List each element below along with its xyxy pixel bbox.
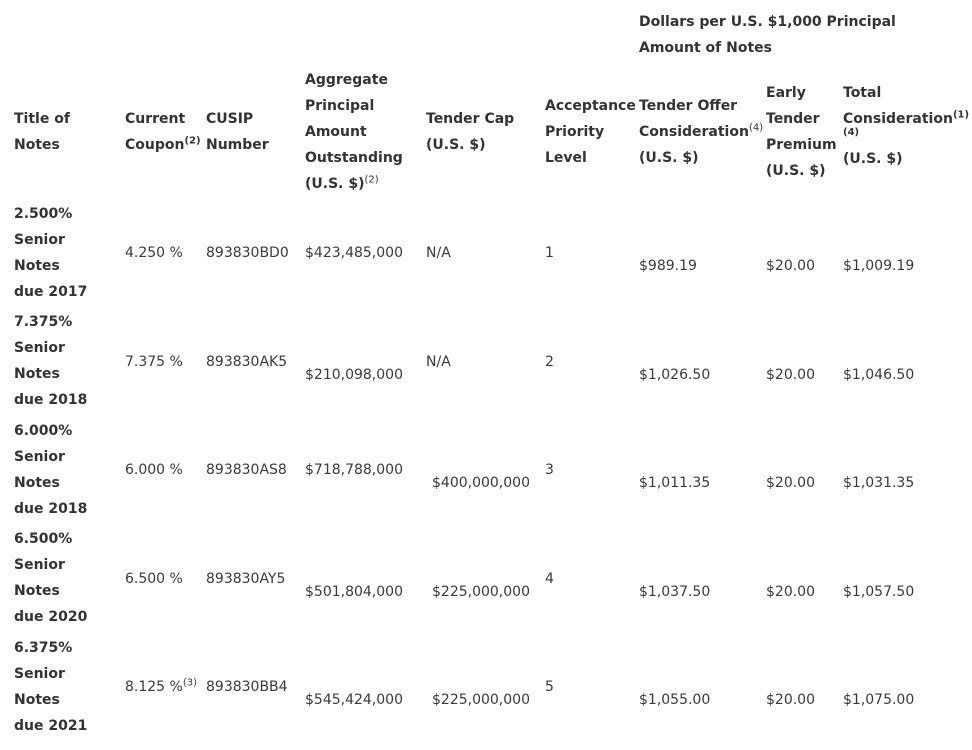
header-line: Tender — [766, 111, 820, 127]
note-title-line: Notes — [14, 258, 60, 274]
current-coupon: 7.375 % — [125, 354, 183, 370]
header-line: Consideration — [843, 111, 953, 127]
note-title-line: Senior — [14, 666, 65, 682]
header-line: Outstanding — [305, 150, 403, 166]
header-line: (U.S. $) — [426, 137, 486, 153]
header-early-tender-premium — [766, 80, 837, 184]
footnote-ref: (1) — [952, 109, 970, 121]
cusip-number: 893830AK5 — [206, 354, 288, 370]
tender-cap: $225,000,000 — [432, 584, 530, 600]
note-title-line: Notes — [14, 366, 60, 382]
early-tender-premium: $20.00 — [766, 258, 815, 274]
header-line: Aggregate — [305, 72, 388, 88]
note-title-line: Senior — [14, 557, 65, 573]
note-title-line: due 2021 — [14, 718, 88, 734]
header-tender-cap — [426, 106, 514, 158]
footnote-ref: (2) — [184, 135, 201, 147]
early-tender-premium: $20.00 — [766, 367, 815, 383]
cusip-number: 893830BD0 — [206, 245, 289, 261]
note-title-line: due 2018 — [14, 501, 88, 517]
header-line: Title of — [14, 111, 70, 127]
total-consideration: $1,075.00 — [843, 692, 915, 708]
header-line: (U.S. $) — [766, 163, 826, 179]
footnote-ref: (4) — [748, 122, 764, 134]
footnote-ref: (3) — [182, 677, 198, 689]
header-line: (U.S. $) — [843, 151, 903, 167]
note-title-line: due 2017 — [14, 284, 88, 300]
total-consideration: $1,009.19 — [843, 258, 915, 274]
tender-offer-consideration: $1,011.35 — [639, 475, 711, 491]
aggregate-principal: $545,424,000 — [305, 692, 403, 708]
header-tender-offer-consideration — [639, 93, 763, 171]
note-title-line: Notes — [14, 692, 60, 708]
tender-offer-consideration: $989.19 — [639, 258, 697, 274]
header-group-dollars-per-1000 — [639, 9, 896, 61]
tender-offer-consideration: $1,037.50 — [639, 584, 711, 600]
note-title — [14, 201, 87, 305]
header-current-coupon — [125, 106, 201, 158]
note-title — [14, 635, 87, 739]
note-title — [14, 418, 87, 522]
header-line: Acceptance — [545, 98, 636, 114]
header-line: Current — [125, 111, 186, 127]
current-coupon: 8.125 % — [125, 679, 183, 695]
note-title-line: Notes — [14, 475, 60, 491]
early-tender-premium: $20.00 — [766, 692, 815, 708]
acceptance-priority: 3 — [545, 462, 554, 478]
early-tender-premium: $20.00 — [766, 584, 815, 600]
header-group-line: Amount of Notes — [639, 40, 772, 56]
total-consideration: $1,057.50 — [843, 584, 915, 600]
aggregate-principal: $501,804,000 — [305, 584, 403, 600]
current-coupon: 6.000 % — [125, 462, 183, 478]
note-title-line: 6.375% — [14, 640, 73, 656]
aggregate-principal: $423,485,000 — [305, 245, 403, 261]
footnote-ref: (2) — [364, 174, 379, 186]
aggregate-principal: $718,788,000 — [305, 462, 403, 478]
acceptance-priority: 2 — [545, 354, 554, 370]
header-group-line: Dollars per U.S. $1,000 Principal — [639, 14, 896, 30]
header-aggregate-principal — [305, 67, 403, 197]
aggregate-principal: $210,098,000 — [305, 367, 403, 383]
header-title-of-notes — [14, 106, 70, 158]
header-cusip-number — [206, 106, 269, 158]
note-title-line: Senior — [14, 232, 65, 248]
header-line: Early — [766, 85, 806, 101]
note-title-line: 6.000% — [14, 423, 73, 439]
header-line: Coupon — [125, 137, 185, 153]
header-line: (U.S. $) — [305, 176, 365, 192]
note-title-line: due 2018 — [14, 392, 88, 408]
header-line: (4) — [843, 127, 860, 138]
header-line: Consideration — [639, 124, 749, 140]
header-line: Amount — [305, 124, 367, 140]
total-consideration: $1,046.50 — [843, 367, 915, 383]
acceptance-priority: 4 — [545, 571, 554, 587]
note-title — [14, 526, 87, 630]
header-line: Tender Cap — [426, 111, 515, 127]
acceptance-priority: 5 — [545, 679, 554, 695]
header-acceptance-priority — [545, 93, 636, 171]
tender-offer-consideration: $1,055.00 — [639, 692, 711, 708]
total-consideration: $1,031.35 — [843, 475, 915, 491]
header-line: Tender Offer — [639, 98, 738, 114]
header-line: Number — [206, 137, 269, 153]
cusip-number: 893830AS8 — [206, 462, 287, 478]
note-title-line: Senior — [14, 449, 65, 465]
header-line: CUSIP — [206, 111, 254, 127]
header-total-consideration — [843, 80, 969, 172]
note-title-line: 2.500% — [14, 206, 73, 222]
note-title — [14, 309, 87, 413]
cusip-number: 893830AY5 — [206, 571, 286, 587]
current-coupon: 6.500 % — [125, 571, 183, 587]
acceptance-priority: 1 — [545, 245, 554, 261]
header-line: Premium — [766, 137, 837, 153]
note-title-line: 7.375% — [14, 314, 73, 330]
header-line: Level — [545, 150, 587, 166]
tender-cap: N/A — [426, 245, 451, 261]
current-coupon: 4.250 % — [125, 245, 183, 261]
tender-cap: $225,000,000 — [432, 692, 530, 708]
header-line: Priority — [545, 124, 605, 140]
note-title-line: Notes — [14, 583, 60, 599]
note-title-line: Senior — [14, 340, 65, 356]
early-tender-premium: $20.00 — [766, 475, 815, 491]
note-title-line: due 2020 — [14, 609, 88, 625]
header-line: Notes — [14, 137, 60, 153]
header-line: (U.S. $) — [639, 150, 699, 166]
header-line: Principal — [305, 98, 375, 114]
cusip-number: 893830BB4 — [206, 679, 288, 695]
tender-cap: N/A — [426, 354, 451, 370]
tender-offer-consideration: $1,026.50 — [639, 367, 711, 383]
tender-cap: $400,000,000 — [432, 475, 530, 491]
header-line: Total — [843, 85, 882, 101]
note-title-line: 6.500% — [14, 531, 73, 547]
